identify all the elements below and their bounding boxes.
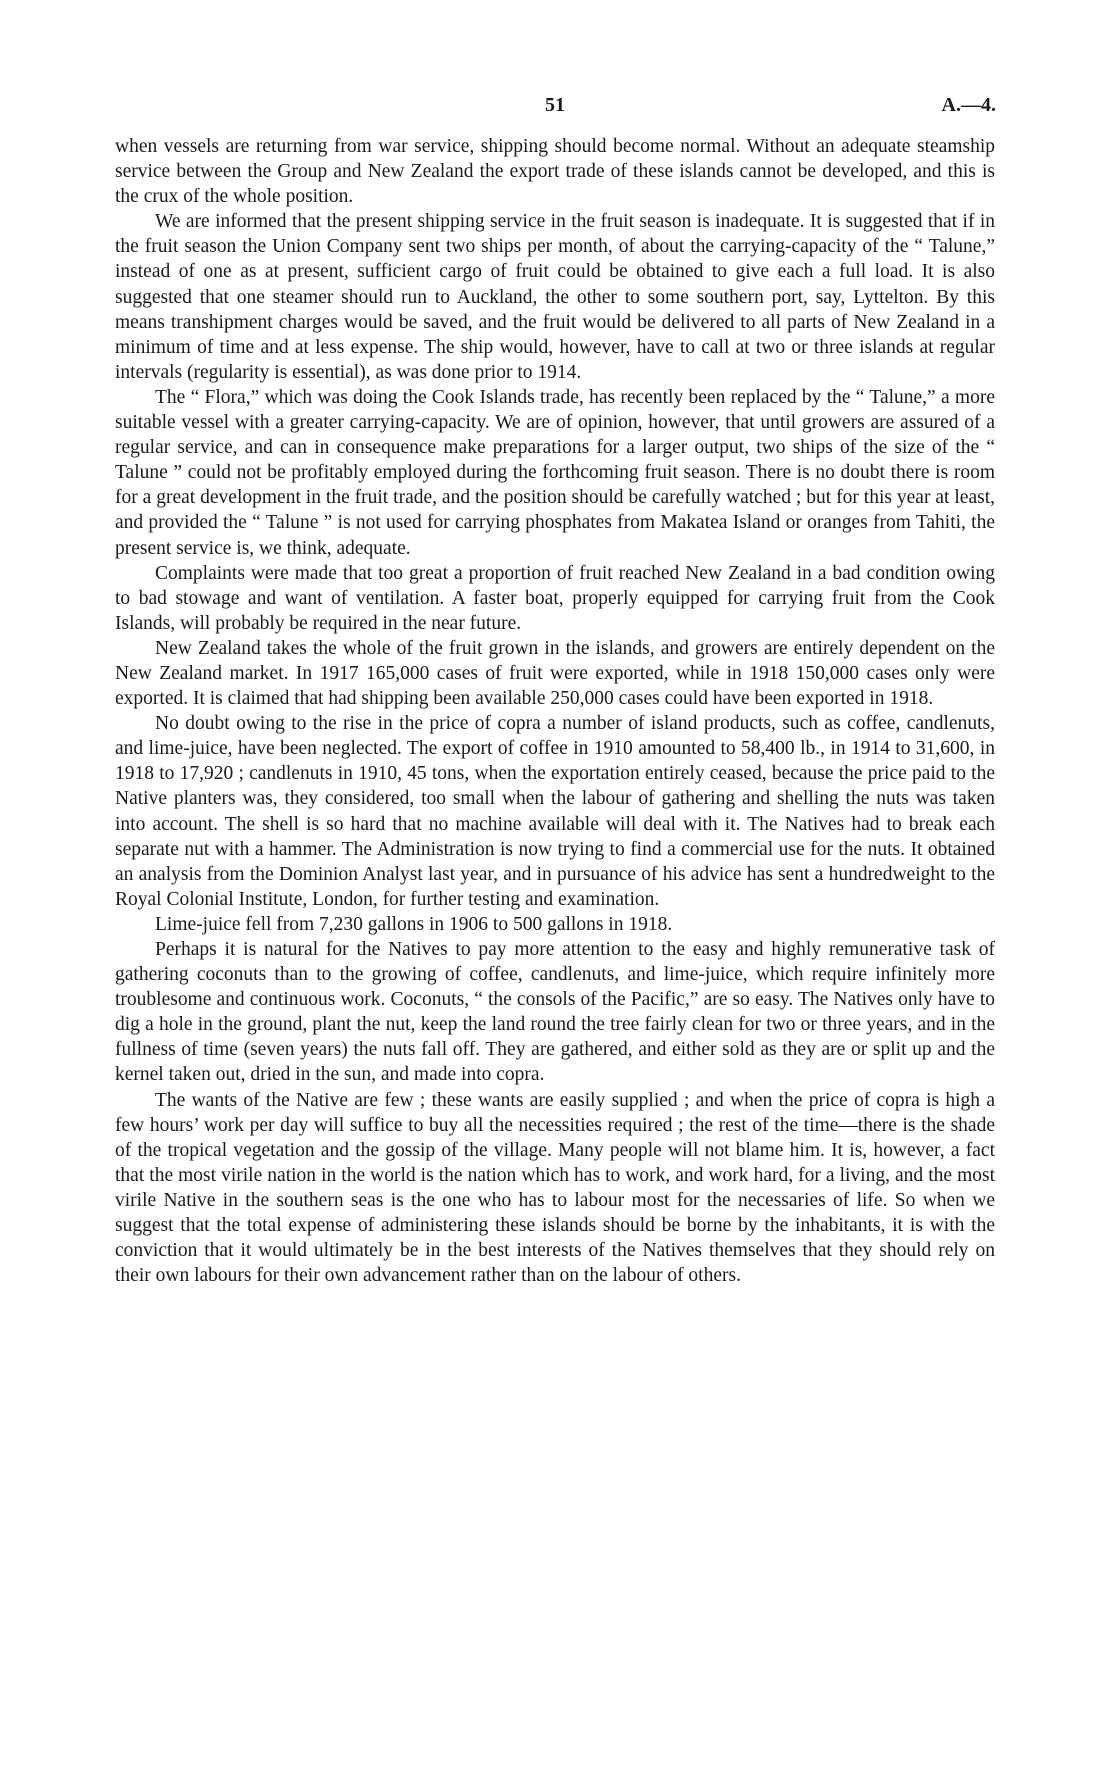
paragraph: Lime-juice fell from 7,230 gallons in 1906 to 500 gallons in 1918.: [155, 913, 673, 935]
paragraph: No doubt owing to the rise in the price of copra a number of island products, such as coffee, candlenuts, and lime-juice, have been neglected. The export of coffee in 1910 amounted to 58,400 lb., in 1914 to 31,600, in 1918 to 17,920 ; candlenuts in 1910, 45 tons, when the exportation entirely ceased, because the price paid to the Native planters was, they considered, too small when the labour of gathering and shelling the nuts was taken into account. The shell is so hard that no machine available will deal with it. The Natives had to break each separate nut with a hammer. The Administration is now trying to find a commercial use for the nuts. It obtained an analysis from the Dominion Analyst last year, and in pursuance of his advice has sent a hundredweight to the Royal Colonial Institute, London, for further testing and examination.: [115, 713, 995, 910]
paragraph: New Zealand takes the whole of the fruit grown in the islands, and growers are entirely dependent on the New Zealand market. In 1917 165,000 cases of fruit were exported, while in 1918 150,000 cases only were exported. It is claimed that had shipping been available 250,000 cases could have been exported in 1918.: [115, 637, 995, 710]
page-number: 51: [545, 94, 565, 116]
paragraph: when vessels are returning from war service, shipping should become normal. Without an adequate steamship service between the Group and New Zealand the export trade of these islands cannot be developed, and this is the crux of the whole position.: [115, 136, 995, 208]
paragraph: Perhaps it is natural for the Natives to pay more attention to the easy and highly remunerative task of gathering coconuts than to the growing of coffee, candlenuts, and lime-juice, which require infinitely more troublesome and continuous work. Coconuts, “ the consols of the Pacific,” are so easy. The Natives only have to dig a hole in the ground, plant the nut, keep the land round the tree fairly clean for two or three years, and in the fullness of time (seven years) the nuts fall off. They are gathered, and either sold as they are or split up and the kernel taken out, dried in the sun, and made into copra.: [115, 939, 995, 1086]
paragraph: The wants of the Native are few ; these wants are easily supplied ; and when the price of copra is high a few hours’ work per day will suffice to buy all the necessities required ; the rest of the time—there is the shade of the tropical vegetation and the gossip of the village. Many people will not blame him. It is, however, a fact that the most virile nation in the world is the nation which has to work, and work hard, for a living, and the most virile Native in the southern seas is the one who has to labour most for the necessaries of life. So when we suggest that the total expense of administering these islands should be borne by the inhabitants, it is with the conviction that it would ultimately be in the best interests of the Natives themselves that they should rely on their own labours for their own advancement rather than on the labour of others.: [115, 1089, 995, 1287]
paper-reference: A.—4.: [941, 94, 996, 116]
paragraph: Complaints were made that too great a proportion of fruit reached New Zealand in a bad condition owing to bad stowage and want of ventilation. A faster boat, properly equipped for carrying fruit from the Cook Islands, will probably be required in the near future.: [115, 562, 995, 634]
page-header: [0, 94, 1114, 122]
body-text: [115, 134, 995, 1288]
paragraph: The “ Flora,” which was doing the Cook Islands trade, has recently been replaced by the “ Talune,” a more suitable vessel with a greater carrying-capacity. We are of opinion, however, that until growers are assured of a regular service, and can in consequence make preparations for a larger output, two ships of the size of the “ Talune ” could not be profitably employed during the forthcoming fruit season. There is no doubt there is room for a great development in the fruit trade, and the position should be carefully watched ; but for this year at least, and provided the “ Talune ” is not used for carrying phosphates from Makatea Island or oranges from Tahiti, the present service is, we think, adequate.: [115, 386, 995, 559]
paragraph: We are informed that the present shipping service in the fruit season is inadequate. It is suggested that if in the fruit season the Union Company sent two ships per month, of about the carrying-capacity of the “ Talune,” instead of one as at present, sufficient cargo of fruit could be obtained to give each a full load. It is also suggested that one steamer should run to Auckland, the other to some southern port, say, Lyttelton. By this means transhipment charges would be saved, and the fruit would be delivered to all parts of New Zealand in a minimum of time and at less expense. The ship would, however, have to call at two or three islands at regular intervals (regularity is essential), as was done prior to 1914.: [115, 211, 995, 383]
